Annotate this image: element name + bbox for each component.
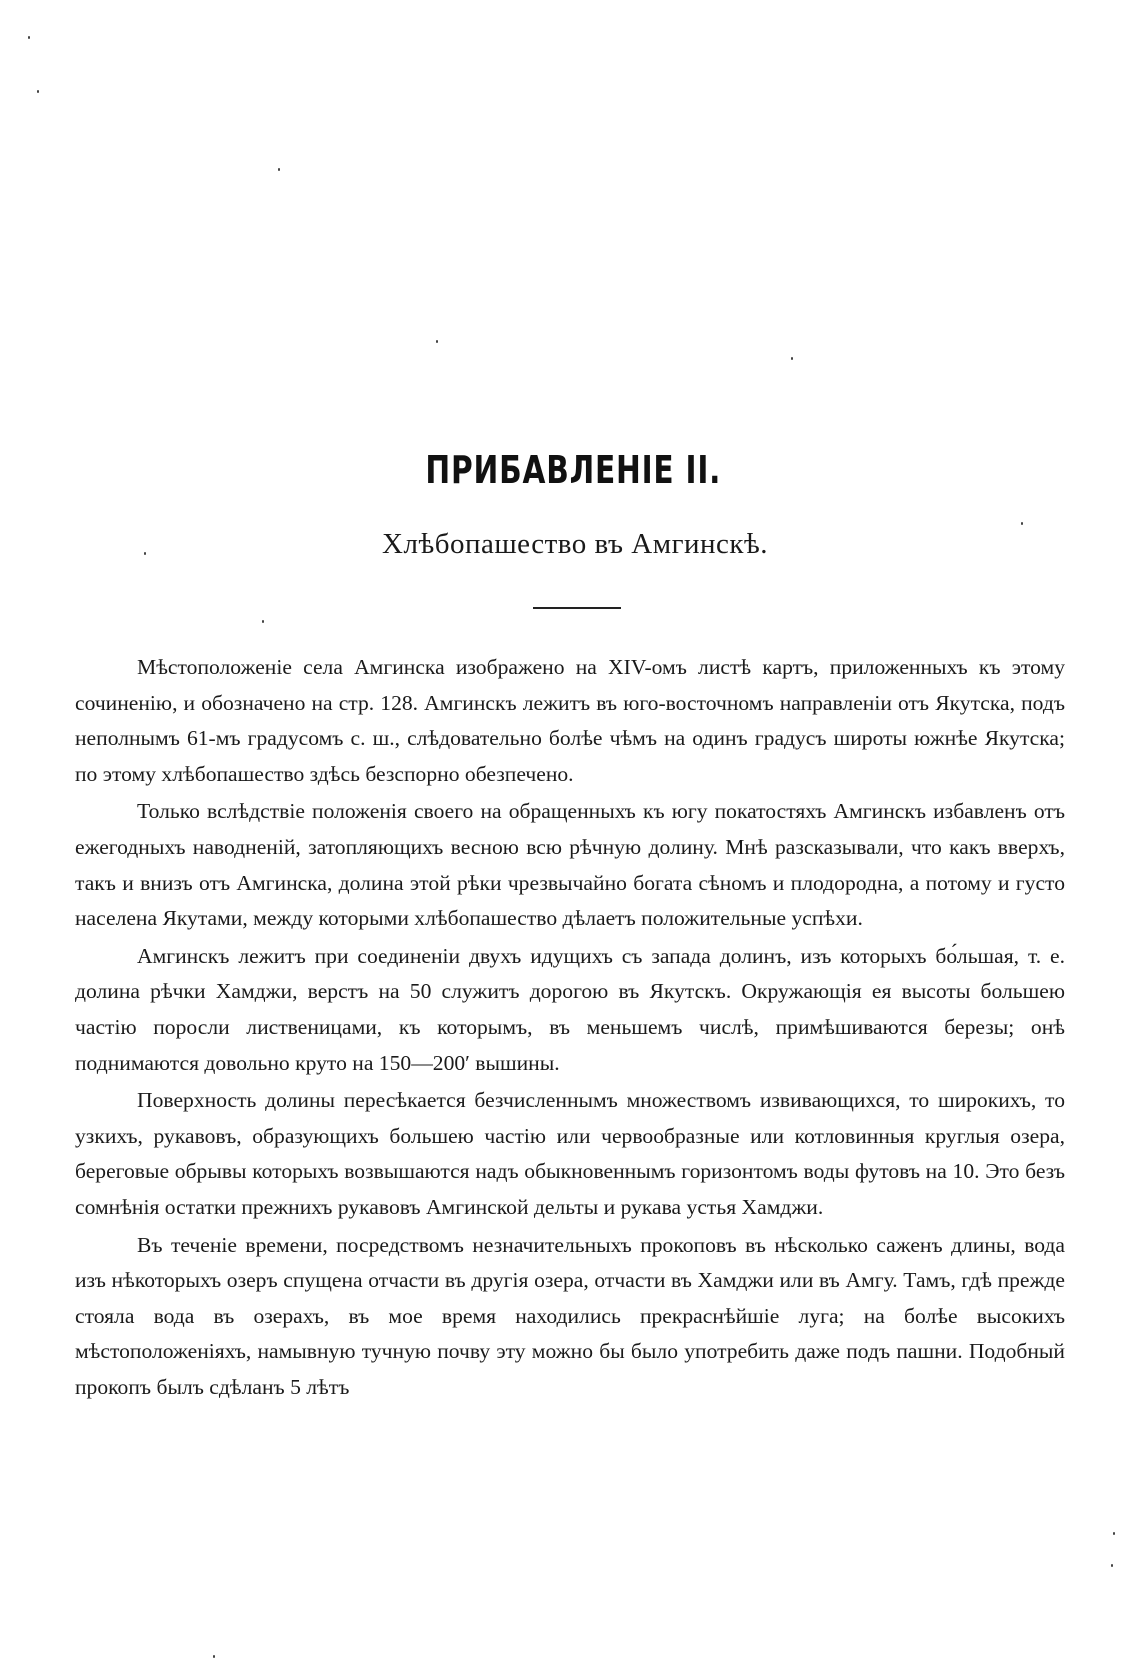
scan-speck bbox=[28, 36, 30, 39]
scan-speck bbox=[278, 168, 280, 171]
paragraph-surface: Поверхность долины пересѣкается безчисленнымъ множествомъ извивающихся, то широкихъ, то узкихъ, рукавовъ, образующихъ большею частію или червообразные или котловинныя круглыя озера, береговые обрывы которыхъ возвышаются надъ обыкновеннымъ горизонтомъ воды футовъ на 10. Это безъ сомнѣнія остатки прежнихъ рукавовъ Амгинской дельты и рукава устья Хамджи. bbox=[75, 1088, 1065, 1219]
scan-speck bbox=[1113, 1532, 1115, 1535]
paragraph-valleys: Амгинскъ лежитъ при соединеніи двухъ идущихъ съ запада долинъ, изъ которыхъ бо́льшая, т. е. долина рѣчки Хамджи, верстъ на 50 служитъ дорогою въ Якутскъ. Окружающія ея высоты большею частію поросли лиственицами, къ которымъ, въ меньшемъ числѣ, примѣшиваются березы; онѣ поднимаются довольно круто на 150—200′ вышины. bbox=[75, 943, 1065, 1075]
scan-speck bbox=[213, 1655, 215, 1658]
scan-speck bbox=[1111, 1564, 1113, 1567]
body-text bbox=[75, 650, 1065, 1405]
scan-speck bbox=[791, 357, 793, 360]
title-divider bbox=[533, 607, 621, 609]
appendix-heading: ПРИБАВЛЕНІЕ II. bbox=[425, 448, 722, 492]
scan-speck bbox=[436, 340, 438, 343]
scan-speck bbox=[37, 90, 39, 93]
scan-speck bbox=[1021, 522, 1023, 525]
paragraph-drainage: Въ теченіе времени, посредствомъ незначительныхъ прокоповъ въ нѣсколько саженъ длины, вода изъ нѣкоторыхъ озеръ спущена отчасти въ другія озера, отчасти въ Хамджи или въ Амгу. Тамъ, гдѣ прежде стояла вода въ озерахъ, въ мое время находились прекраснѣйшіе луга; на болѣе высокихъ мѣстоположеніяхъ, намывную тучную почву эту можно бы было употребить даже подъ пашни. Подобный прокопъ былъ сдѣланъ 5 лѣтъ bbox=[75, 1232, 1065, 1399]
appendix-subheading: Хлѣбопашество въ Амгинскѣ. bbox=[382, 528, 768, 560]
scan-speck bbox=[144, 552, 146, 555]
paragraph-floods: Только вслѣдствіе положенія своего на обращенныхъ къ югу покатостяхъ Амгинскъ избавленъ отъ ежегодныхъ наводненій, затопляющихъ весною всю рѣчную долину. Мнѣ разсказывали, что какъ вверхъ, такъ и внизъ отъ Амгинска, долина этой рѣки чрезвычайно богата сѣномъ и плодородна, а потому и густо населена Якутами, между которыми хлѣбопашество дѣлаетъ положительные успѣхи. bbox=[75, 799, 1065, 931]
scan-speck bbox=[262, 620, 264, 623]
paragraph-location: Мѣстоположеніе села Амгинска изображено на XIV-омъ листѣ картъ, приложенныхъ къ этому сочиненію, и обозначено на стр. 128. Амгинскъ лежитъ въ юго-восточномъ направленіи отъ Якутска, подъ неполнымъ 61-мъ градусомъ с. ш., слѣдовательно болѣе чѣмъ на одинъ градусъ широты южнѣе Якутска; по этому хлѣбопашество здѣсь безспорно обезпечено. bbox=[75, 655, 1065, 786]
